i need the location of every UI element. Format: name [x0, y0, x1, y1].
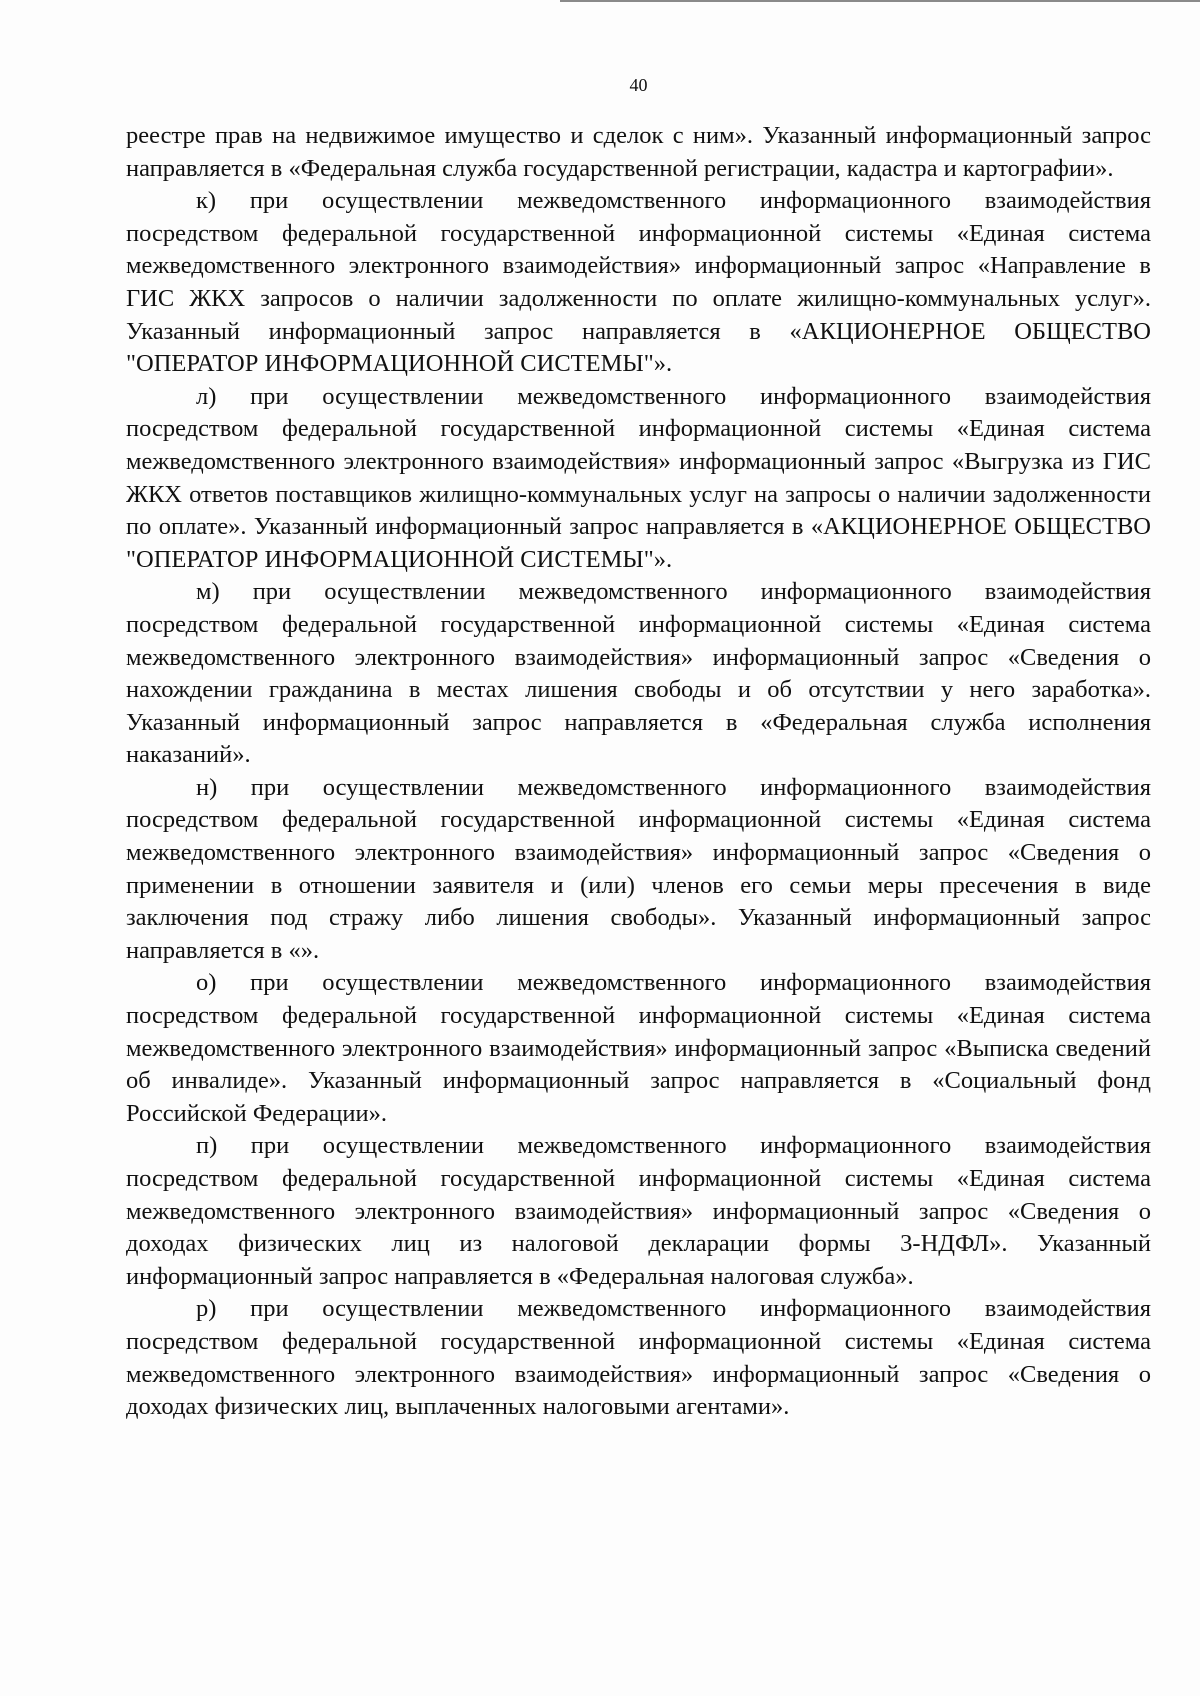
- document-body: [126, 120, 1151, 1424]
- page-number: 40: [629, 75, 648, 95]
- paragraph-item-r: р) при осуществлении межведомственного информационного взаимодействия посредством федеральной государственной информационной системы «Единая система межведомственного электронного взаимодействия» информационный запрос «Сведения о доходах физических лиц, выплаченных налоговыми агентами».: [126, 1295, 1151, 1421]
- scan-top-edge: [560, 0, 1200, 2]
- paragraph-item-n: н) при осуществлении межведомственного информационного взаимодействия посредством федеральной государственной информационной системы «Единая система межведомственного электронного взаимодействия» информационный запрос «Сведения о применении в отношении заявителя и (или) членов его семьи меры пресечения в виде заключения под стражу либо лишения свободы». Указанный информационный запрос направляется в «».: [126, 773, 1151, 964]
- paragraph-item-k: к) при осуществлении межведомственного информационного взаимодействия посредством федеральной государственной информационной системы «Единая система межведомственного электронного взаимодействия» информационный запрос «Направление в ГИС ЖКХ запросов о наличии задолженности по оплате жилищно-коммунальных услуг». Указанный информационный запрос направляется в «АКЦИОНЕРНОЕ ОБЩЕСТВО "ОПЕРАТОР ИНФОРМАЦИОННОЙ СИСТЕМЫ"».: [126, 187, 1151, 378]
- paragraph-continuation: реестре прав на недвижимое имущество и сделок с ним». Указанный информационный запрос направляется в «Федеральная служба государственной регистрации, кадастра и картографии».: [126, 122, 1151, 182]
- paragraph-item-l: л) при осуществлении межведомственного информационного взаимодействия посредством федеральной государственной информационной системы «Единая система межведомственного электронного взаимодействия» информационный запрос «Выгрузка из ГИС ЖКХ ответов поставщиков жилищно-коммунальных услуг на запросы о наличии задолженности по оплате». Указанный информационный запрос направляется в «АКЦИОНЕРНОЕ ОБЩЕСТВО "ОПЕРАТОР ИНФОРМАЦИОННОЙ СИСТЕМЫ"».: [126, 382, 1151, 573]
- paragraph-item-m: м) при осуществлении межведомственного информационного взаимодействия посредством федеральной государственной информационной системы «Единая система межведомственного электронного взаимодействия» информационный запрос «Сведения о нахождении гражданина в местах лишения свободы и об отсутствии у него заработка». Указанный информационный запрос направляется в «Федеральная служба исполнения наказаний».: [126, 578, 1151, 769]
- paragraph-item-p: п) при осуществлении межведомственного информационного взаимодействия посредством федеральной государственной информационной системы «Единая система межведомственного электронного взаимодействия» информационный запрос «Сведения о доходах физических лиц из налоговой декларации формы 3-НДФЛ». Указанный информационный запрос направляется в «Федеральная налоговая служба».: [126, 1132, 1151, 1290]
- paragraph-item-o: о) при осуществлении межведомственного информационного взаимодействия посредством федеральной государственной информационной системы «Единая система межведомственного электронного взаимодействия» информационный запрос «Выписка сведений об инвалиде». Указанный информационный запрос направляется в «Социальный фонд Российской Федерации».: [126, 969, 1151, 1127]
